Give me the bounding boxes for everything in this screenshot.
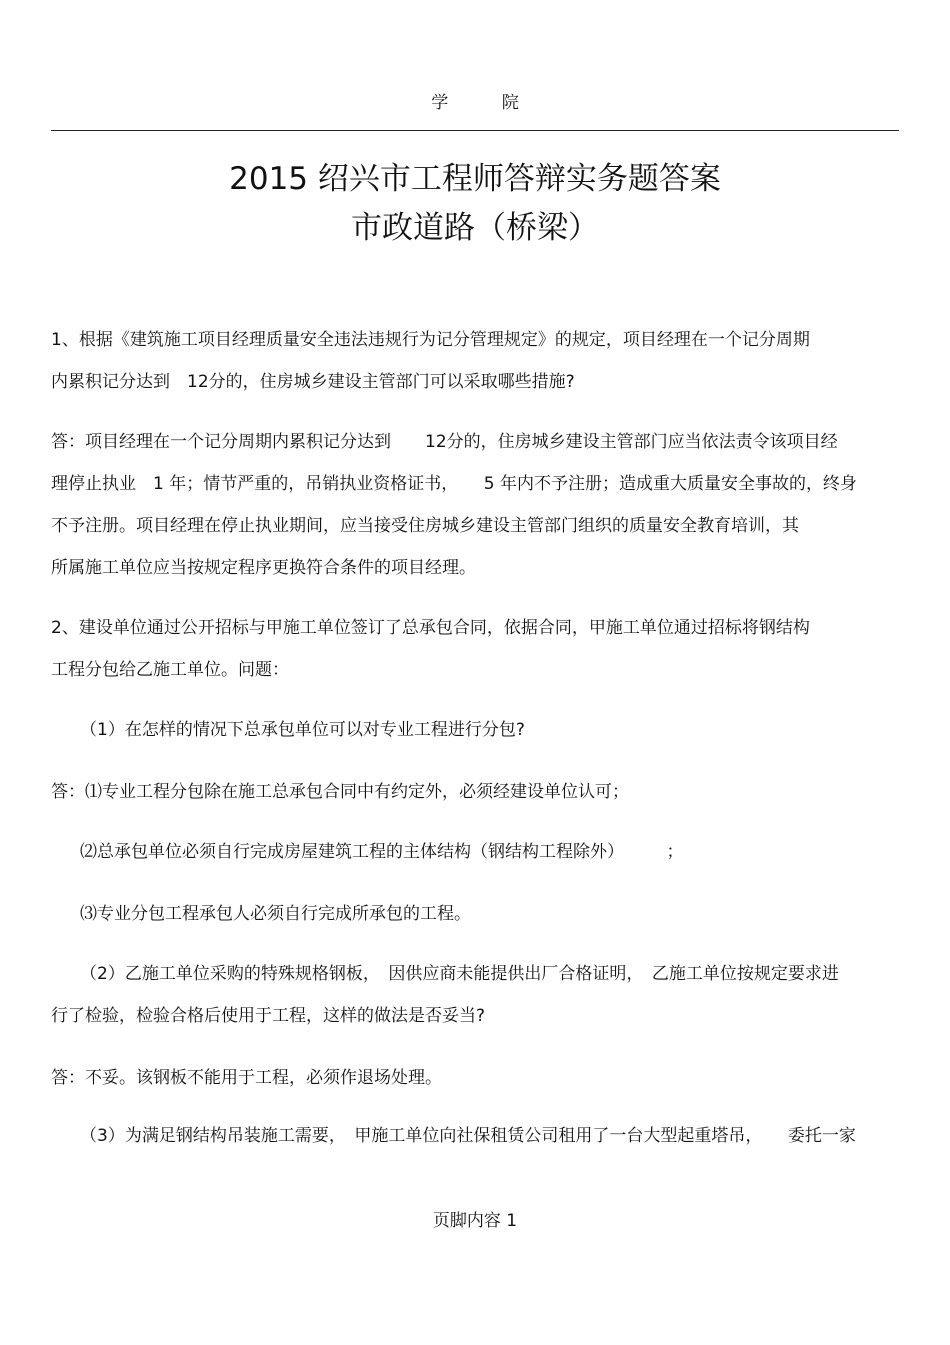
question-line: （2）乙施工单位采购的特殊规格钢板， 因供应商未能提供出厂合格证明， 乙施工单位按规定要求进: [80, 964, 839, 984]
paragraph-line: 答：项目经理在一个记分周期内累积记分达到 12分的，住房城乡建设主管部门应当依法责令该项目经: [51, 432, 838, 452]
paragraph-line: 不予注册。项目经理在停止执业期间，应当接受住房城乡建设主管部门组织的质量安全教育培训，其: [51, 516, 799, 536]
page-header: 学 院: [431, 93, 543, 113]
paragraph-line: 内累积记分达到 12分的，住房城乡建设主管部门可以采取哪些措施?: [51, 372, 575, 392]
page-footer: 页脚内容 1: [432, 1211, 518, 1231]
paragraph-line: 工程分包给乙施工单位。问题：: [51, 660, 289, 680]
paragraph-line: 理停止执业 1 年；情节严重的，吊销执业资格证书， 5 年内不予注册；造成重大质量安全事故的，终身: [51, 474, 857, 494]
answer-line: ⑶专业分包工程承包人必须自行完成所承包的工程。: [80, 904, 471, 924]
header-divider: [51, 130, 899, 131]
document-title: 2015 绍兴市工程师答辩实务题答案: [229, 161, 721, 197]
answer-line: 答：⑴专业工程分包除在施工总承包合同中有约定外，必须经建设单位认可；: [51, 782, 629, 802]
answer-line: ⑵总承包单位必须自行完成房屋建筑工程的主体结构（钢结构工程除外） ；: [80, 842, 684, 862]
paragraph-line: 所属施工单位应当按规定程序更换符合条件的项目经理。: [51, 558, 476, 578]
question-line: （3）为满足钢结构吊装施工需要， 甲施工单位向社保租赁公司租用了一台大型起重塔吊， 委托一家: [80, 1126, 856, 1146]
answer-line: 答：不妥。该钢板不能用于工程，必须作退场处理。: [51, 1068, 442, 1088]
paragraph-line: 2、建设单位通过公开招标与甲施工单位签订了总承包合同，依据合同，甲施工单位通过招标将钢结构: [51, 618, 810, 638]
question-line: （1）在怎样的情况下总承包单位可以对专业工程进行分包?: [80, 720, 525, 740]
document-subtitle: 市政道路（桥梁）: [351, 210, 599, 246]
question-line: 行了检验，检验合格后使用于工程，这样的做法是否妥当?: [51, 1006, 486, 1026]
paragraph-line: 1、根据《建筑施工项目经理质量安全违法违规行为记分管理规定》的规定，项目经理在一个记分周期: [51, 330, 810, 350]
